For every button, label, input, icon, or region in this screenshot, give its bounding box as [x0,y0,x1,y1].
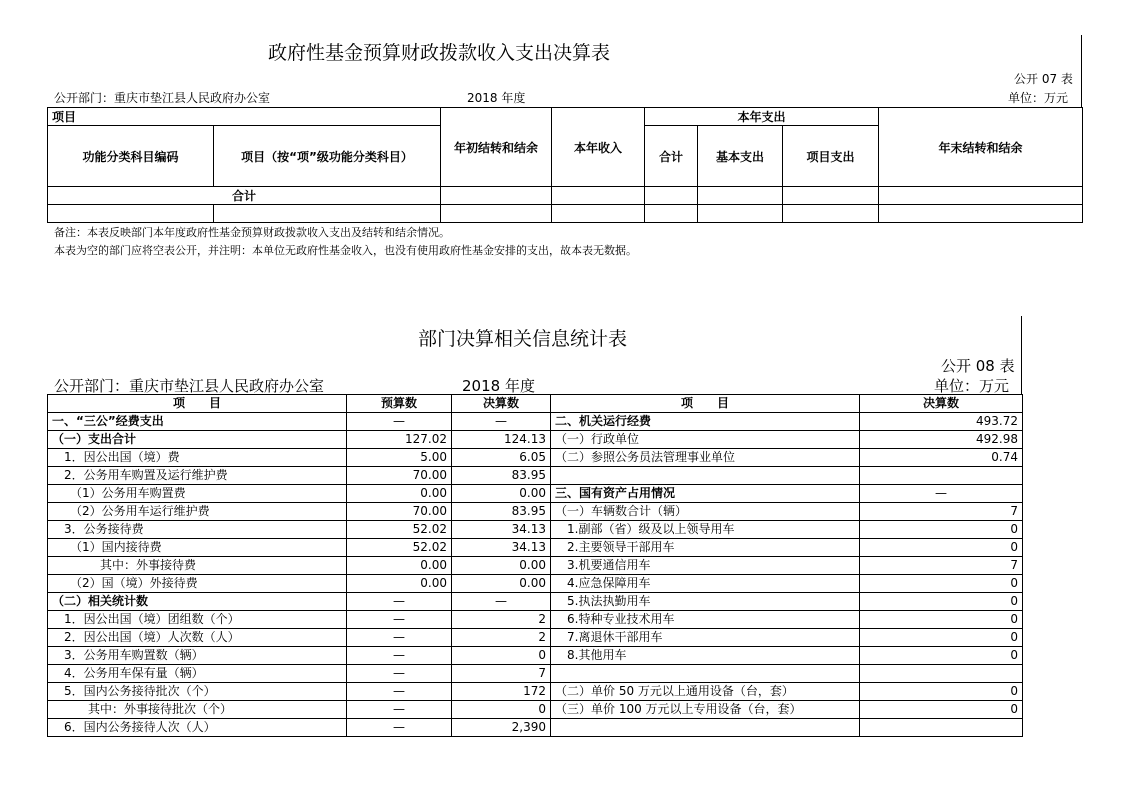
right-final-cell: 0 [860,647,1023,665]
right-final-cell: 7 [860,557,1023,575]
budget-cell: 52.02 [347,521,452,539]
table2-form-no: 公开 08 表 [941,357,1015,375]
final-cell: 34.13 [452,539,551,557]
header-budget: 预算数 [347,395,452,413]
right-item-cell: 3.机要通信用车 [551,557,860,575]
page-right-border [1081,35,1082,107]
final-cell: 7 [452,665,551,683]
table-row [48,539,1023,557]
final-cell: 83.95 [452,503,551,521]
empty-cell [783,205,879,223]
budget-cell: — [347,593,452,611]
table-row [48,647,1023,665]
right-final-cell: 0 [860,539,1023,557]
header-project-expense: 项目支出 [783,126,879,187]
header-left-item: 项 目 [48,395,347,413]
budget-cell: — [347,647,452,665]
right-item-cell: （二）单价 50 万元以上通用设备（台，套） [551,683,860,701]
header-total: 合计 [645,126,698,187]
total-cell [645,187,698,205]
left-item-cell: 2．因公出国（境）人次数（人） [48,629,347,647]
header-income: 本年收入 [552,108,645,187]
table-row [48,503,1023,521]
final-cell: 0.00 [452,575,551,593]
final-cell: 0 [452,647,551,665]
right-final-cell: 0 [860,575,1023,593]
budget-cell: — [347,719,452,737]
budget-cell: 5.00 [347,449,452,467]
final-cell: 172 [452,683,551,701]
left-item-cell: 1．因公出国（境）团组数（个） [48,611,347,629]
final-cell: 6.05 [452,449,551,467]
right-item-cell: （二）参照公务员法管理事业单位 [551,449,860,467]
table2-year: 2018 年度 [462,377,535,395]
left-item-cell: 其中：外事接待费 [48,557,347,575]
right-item-cell [551,665,860,683]
total-row-label: 合计 [48,187,441,205]
right-item-cell [551,467,860,485]
left-item-cell: 3．公务接待费 [48,521,347,539]
right-final-cell: 493.72 [860,413,1023,431]
table1-dept: 公开部门：重庆市垫江县人民政府办公室 [54,91,271,105]
table-row [48,701,1023,719]
final-cell: 0.00 [452,557,551,575]
table-row [48,629,1023,647]
final-cell: — [452,593,551,611]
right-final-cell [860,467,1023,485]
budget-cell: — [347,665,452,683]
table-row [48,485,1023,503]
budget-cell: 70.00 [347,467,452,485]
left-item-cell: 6．国内公务接待人次（人） [48,719,347,737]
final-cell: 83.95 [452,467,551,485]
header-final: 决算数 [452,395,551,413]
table-row [48,683,1023,701]
left-item-cell: （1）国内接待费 [48,539,347,557]
final-cell: 2 [452,629,551,647]
right-final-cell: 0 [860,683,1023,701]
final-cell: — [452,413,551,431]
budget-cell: 127.02 [347,431,452,449]
budget-cell: — [347,413,452,431]
right-item-cell: 8.其他用车 [551,647,860,665]
total-cell [783,187,879,205]
budget-cell: — [347,701,452,719]
final-cell: 0.00 [452,485,551,503]
table1-note-2: 本表为空的部门应将空表公开，并注明：本单位无政府性基金收入，也没有使用政府性基金安排的支出，故本表无数据。 [54,244,637,257]
total-cell [441,187,552,205]
budget-cell: 70.00 [347,503,452,521]
header-closing-balance: 年末结转和结余 [879,108,1083,187]
dept-stats-table [47,394,1023,737]
table2-dept: 公开部门：重庆市垫江县人民政府办公室 [54,377,325,395]
left-item-cell: 2．公务用车购置及运行维护费 [48,467,347,485]
empty-cell [645,205,698,223]
final-cell: 2 [452,611,551,629]
right-item-cell: （三）单价 100 万元以上专用设备（台，套） [551,701,860,719]
header-right-item: 项 目 [551,395,860,413]
right-final-cell: 7 [860,503,1023,521]
left-item-cell: （二）相关统计数 [48,593,347,611]
table1-form-no: 公开 07 表 [1014,72,1073,86]
empty-cell [552,205,645,223]
right-item-cell: 7.离退休干部用车 [551,629,860,647]
right-item-cell: 5.执法执勤用车 [551,593,860,611]
empty-cell [698,205,783,223]
page-right-border [1021,316,1022,394]
left-item-cell: 4．公务用车保有量（辆） [48,665,347,683]
table1-year: 2018 年度 [467,91,526,105]
table-row [48,413,1023,431]
right-item-cell: 1.副部（省）级及以上领导用车 [551,521,860,539]
right-item-cell [551,719,860,737]
right-item-cell: （一）车辆数合计（辆） [551,503,860,521]
final-cell: 0 [452,701,551,719]
total-cell [879,187,1083,205]
header-basic: 基本支出 [698,126,783,187]
right-final-cell [860,665,1023,683]
final-cell: 2,390 [452,719,551,737]
table1-title: 政府性基金预算财政拨款收入支出决算表 [268,42,611,64]
budget-cell: — [347,683,452,701]
empty-cell [48,205,214,223]
header-opening-balance: 年初结转和结余 [441,108,552,187]
final-cell: 34.13 [452,521,551,539]
right-final-cell: 0 [860,701,1023,719]
table-row [48,593,1023,611]
table2-unit: 单位：万元 [934,377,1010,395]
total-cell [552,187,645,205]
total-cell [698,187,783,205]
header-project: 项目 [48,108,441,126]
table-row [48,719,1023,737]
budget-cell: 0.00 [347,557,452,575]
right-item-cell: 6.特种专业技术用车 [551,611,860,629]
left-item-cell: 1．因公出国（境）费 [48,449,347,467]
right-final-cell: 0.74 [860,449,1023,467]
table-row [48,557,1023,575]
left-item-cell: （2）国（境）外接待费 [48,575,347,593]
header-func-name: 项目（按“项”级功能分类科目） [214,126,441,187]
left-item-cell: 其中：外事接待批次（个） [48,701,347,719]
table-row [48,611,1023,629]
right-final-cell: 0 [860,611,1023,629]
table2-title: 部门决算相关信息统计表 [418,328,628,350]
right-final-cell: 0 [860,521,1023,539]
table-row [48,449,1023,467]
left-item-cell: 一、“三公”经费支出 [48,413,347,431]
budget-cell: 52.02 [347,539,452,557]
header-func-code: 功能分类科目编码 [48,126,214,187]
empty-cell [441,205,552,223]
budget-cell: — [347,629,452,647]
right-final-cell: — [860,485,1023,503]
budget-cell: — [347,611,452,629]
header-right-final: 决算数 [860,395,1023,413]
left-item-cell: （2）公务用车运行维护费 [48,503,347,521]
table-row [48,467,1023,485]
right-final-cell: 0 [860,593,1023,611]
table-row [48,521,1023,539]
right-item-cell: 4.应急保障用车 [551,575,860,593]
table-row [48,575,1023,593]
right-item-cell: （一）行政单位 [551,431,860,449]
left-item-cell: （1）公务用车购置费 [48,485,347,503]
empty-cell [879,205,1083,223]
right-item-cell: 2.主要领导干部用车 [551,539,860,557]
table-row [48,665,1023,683]
right-final-cell: 492.98 [860,431,1023,449]
header-expense-group: 本年支出 [645,108,879,126]
left-item-cell: 3．公务用车购置数（辆） [48,647,347,665]
right-item-cell: 二、机关运行经费 [551,413,860,431]
budget-cell: 0.00 [347,575,452,593]
empty-cell [214,205,441,223]
right-final-cell: 0 [860,629,1023,647]
left-item-cell: 5．国内公务接待批次（个） [48,683,347,701]
right-final-cell [860,719,1023,737]
left-item-cell: （一）支出合计 [48,431,347,449]
table-row [48,431,1023,449]
budget-cell: 0.00 [347,485,452,503]
fund-budget-table [47,107,1083,223]
right-item-cell: 三、国有资产占用情况 [551,485,860,503]
table1-unit: 单位：万元 [1008,91,1069,105]
final-cell: 124.13 [452,431,551,449]
table1-note-1: 备注：本表反映部门本年度政府性基金预算财政拨款收入支出及结转和结余情况。 [54,226,450,239]
